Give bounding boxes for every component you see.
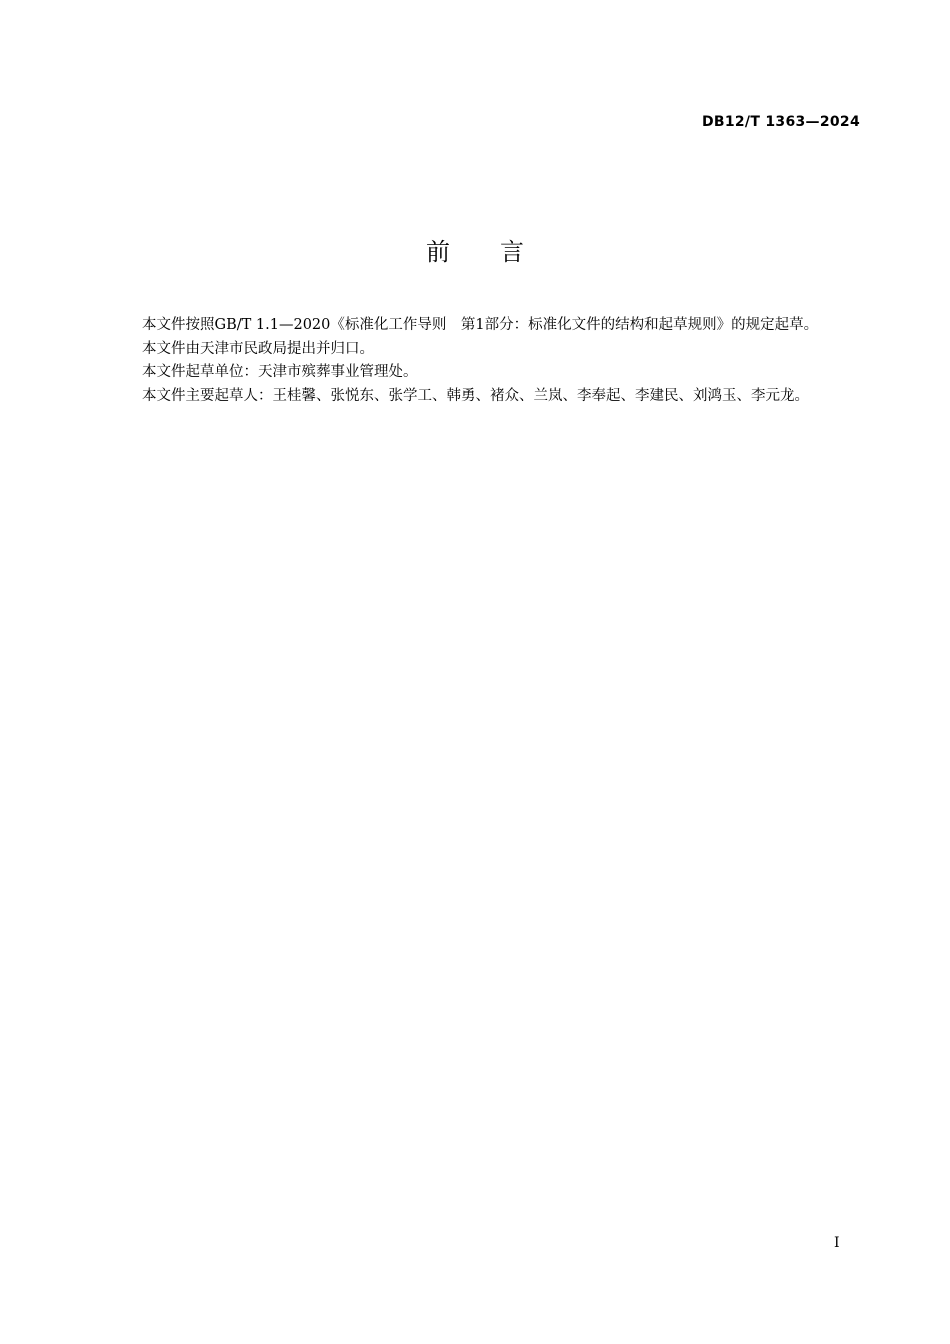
page-title: 前言 bbox=[426, 238, 574, 266]
document-number: DB12/T 1363—2024 bbox=[701, 114, 860, 130]
paragraph-drafters: 本文件主要起草人：王桂馨、张悦东、张学工、韩勇、褚众、兰岚、李奉起、李建民、刘鸿玉、李元龙。 bbox=[142, 387, 809, 404]
paragraph-drafting-rules: 本文件按照GB/T 1.1—2020《标准化工作导则 第1部分：标准化文件的结构和起草规则》的规定起草。 bbox=[142, 317, 819, 333]
preface-body bbox=[113, 314, 860, 408]
paragraph-drafting-unit: 本文件起草单位：天津市殡葬事业管理处。 bbox=[142, 364, 418, 380]
page-number: I bbox=[834, 1235, 840, 1251]
paragraph-proposer: 本文件由天津市民政局提出并归口。 bbox=[142, 340, 374, 357]
